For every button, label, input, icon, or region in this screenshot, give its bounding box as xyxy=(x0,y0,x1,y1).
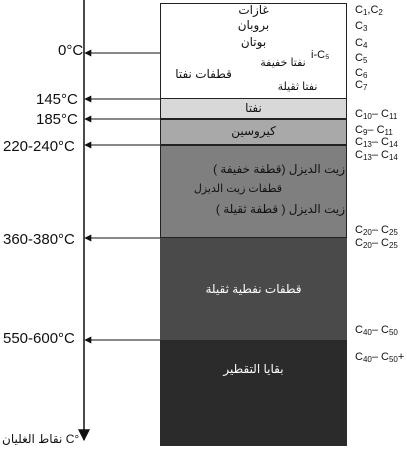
carbon-range-3: $C_4$ xyxy=(355,37,368,50)
diesel-heavy-label: زيت الديزل ( قطفة ثقيلة ) xyxy=(215,202,345,216)
temp-220c: 220-240°C xyxy=(3,138,75,155)
carbon-range-4: $C_5$ xyxy=(355,52,368,65)
temp-550c: 550-600°C xyxy=(3,330,75,347)
carbon-range-12: $C_{20}-$ $C_{25}$ xyxy=(355,237,398,250)
carbon-range-11: $C_{20}-$ $C_{25}$ xyxy=(355,224,398,237)
carbon-range-8: $C_9-$ $C_{11}$ xyxy=(355,124,393,137)
butane-label: بوتان xyxy=(240,35,267,49)
carbon-range-1: $C_1,C_2$ xyxy=(355,4,383,17)
carbon-range-5: $C_6$ xyxy=(355,67,368,80)
temp-145c: 145°C xyxy=(36,91,78,108)
diesel-cuts-label: قطفات زيت الديزل xyxy=(193,183,282,195)
carbon-range-14: $C_{40}-$ $C_{50}+$ xyxy=(355,351,405,364)
heavy-oil-label: قطفات نفطية ثقيلة xyxy=(205,282,302,296)
diesel-light-label: زيت الديزل (قطفة خفيفة ) xyxy=(213,162,345,176)
carbon-range-10: $C_{13}-$ $C_{14}$ xyxy=(355,149,398,162)
axis-label: °C نقاط الغليان xyxy=(2,432,80,446)
naphtha-group-label: قطفات نفتا xyxy=(175,67,232,81)
carbon-range-9: $C_{13}-$ $C_{14}$ xyxy=(355,136,398,149)
temp-0c: 0°C xyxy=(58,42,84,59)
i-c5-label: i-C₅ xyxy=(311,49,330,61)
residue-block xyxy=(160,340,347,446)
carbon-range-7: $C_{10}-$ $C_{11}$ xyxy=(355,108,398,121)
residue-label: بقايا التقطير xyxy=(223,362,284,376)
heavy-naphtha-label: نفتا ثقيلة xyxy=(277,81,318,93)
gases-label: غازات xyxy=(238,3,269,17)
naphtha-label: نفتا xyxy=(245,101,262,115)
carbon-range-2: $C_3$ xyxy=(355,20,368,33)
temp-185c: 185°C xyxy=(36,111,78,128)
propane-label: بروبان xyxy=(237,18,270,32)
kerosene-label: كيروسين xyxy=(231,124,276,138)
temp-360c: 360-380°C xyxy=(3,231,75,248)
carbon-range-6: $C_7$ xyxy=(355,79,368,92)
carbon-range-13: $C_{40}-$ $C_{50}$ xyxy=(355,324,398,337)
light-naphtha-label: نفتا خفيفة xyxy=(260,57,306,69)
